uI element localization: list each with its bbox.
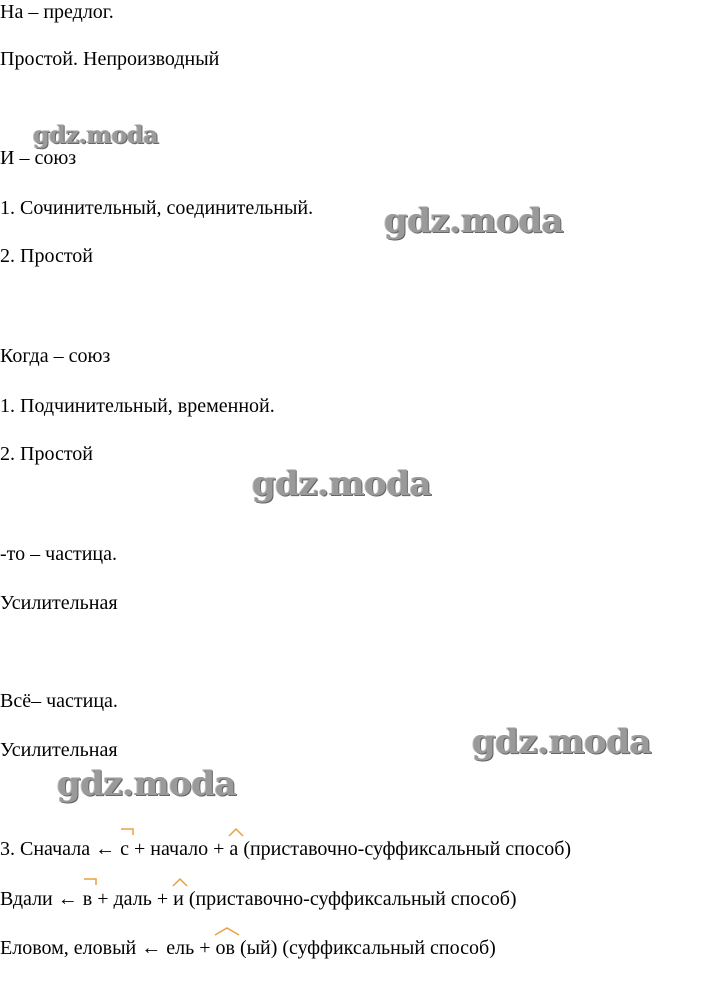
suffix-morpheme: ов	[215, 936, 234, 960]
text-line: Всё– частица.	[0, 690, 118, 712]
morpheme-text: + начало +	[128, 838, 230, 860]
morpheme-text: + даль +	[92, 888, 174, 910]
suffix-morpheme: а	[229, 837, 238, 861]
suffix-mark-icon	[215, 927, 239, 936]
suffix-morpheme: и	[173, 887, 184, 911]
morpheme-line	[0, 837, 571, 861]
text-line: 1. Сочинительный, соединительный.	[0, 197, 314, 219]
prefix-morpheme: с	[120, 837, 129, 861]
text-line: -то – частица.	[0, 543, 117, 565]
text-line: И – союз	[0, 147, 77, 169]
text-line: Простой. Непроизводный	[0, 48, 220, 70]
morpheme-text: Вдали ←	[0, 888, 83, 910]
morpheme-line	[0, 887, 517, 911]
text-line: Усилительная	[0, 592, 118, 614]
morpheme-text: (ый) (суффиксальный способ)	[234, 937, 496, 959]
morpheme-line	[0, 936, 496, 960]
suffix-mark-icon	[229, 828, 243, 837]
watermark-logo: gdz.moda	[33, 120, 159, 149]
watermark-logo: gdz.moda	[472, 722, 652, 762]
morpheme-text: (приставочно-суффиксальный способ)	[238, 838, 572, 860]
watermark-logo: gdz.moda	[57, 764, 237, 804]
morpheme-text: Еловом, еловый ← ель +	[0, 937, 216, 959]
suffix-mark-icon	[173, 878, 187, 887]
prefix-mark-icon	[120, 828, 134, 836]
prefix-morpheme: в	[83, 887, 92, 911]
text-line: На – предлог.	[0, 1, 114, 23]
watermark-logo: gdz.moda	[252, 464, 432, 504]
text-line: Когда – союз	[0, 345, 111, 367]
text-line: Усилительная	[0, 739, 118, 761]
prefix-mark-icon	[83, 878, 97, 886]
text-line: 2. Простой	[0, 443, 93, 465]
morpheme-text: (приставочно-суффиксальный способ)	[183, 888, 517, 910]
text-line: 2. Простой	[0, 245, 93, 267]
text-line: 1. Подчинительный, временной.	[0, 395, 275, 417]
morpheme-text: 3. Сначала ←	[0, 838, 121, 860]
watermark-logo: gdz.moda	[384, 201, 564, 241]
